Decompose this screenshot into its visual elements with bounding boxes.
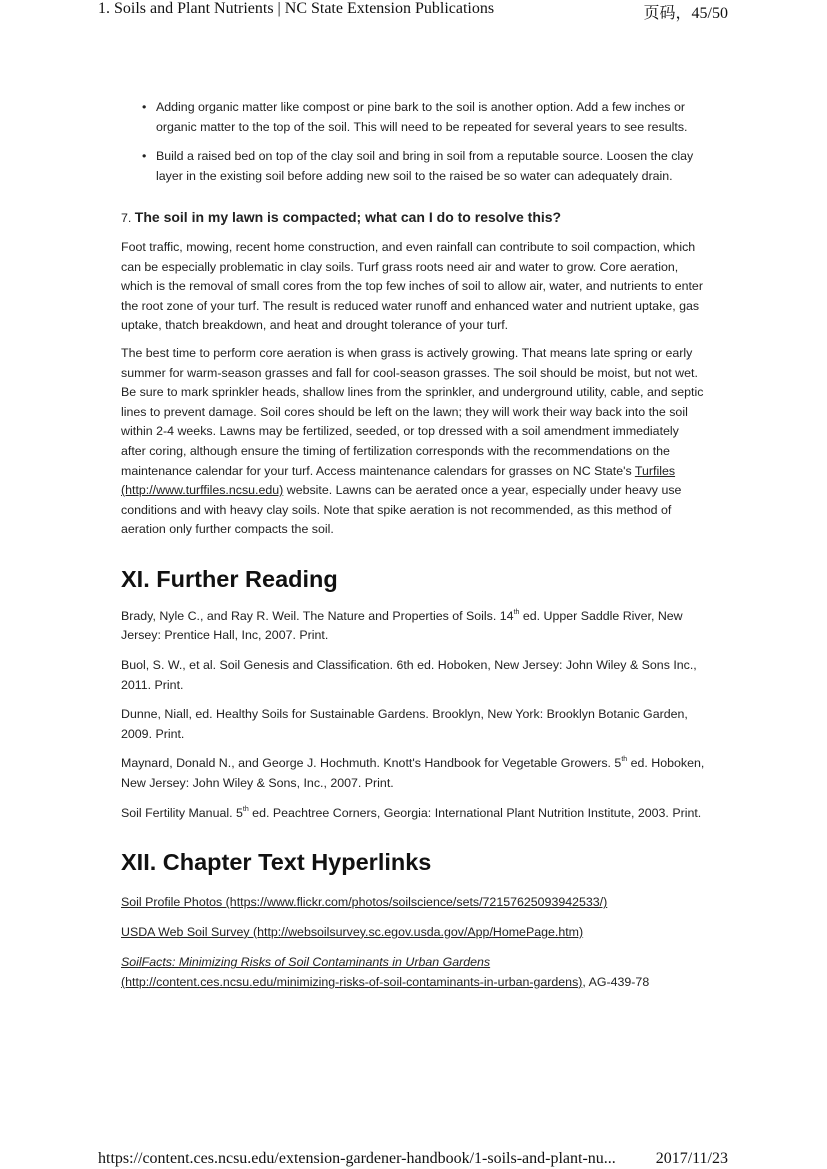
soil-profile-photos-link[interactable]: Soil Profile Photos (https://www.flickr.com/photos/soilscience/sets/72157625093942533/)	[121, 895, 608, 910]
paragraph-compaction: Foot traffic, mowing, recent home construction, and even rainfall can contribute to soil compaction, which can be especially problematic in clay soils. Turf grass roots need air and water to grow. Core aeration, which is the removal of small cores from the top few inches of soil to allow air, water, and nutrients to enter the root zone of your turf. The result is reduced water runoff and enhanced water and nutrient uptake, gas uptake, thatch breakdown, and heat and drought tolerance of your turf.	[121, 239, 703, 333]
header-title: 1. Soils and Plant Nutrients | NC State Extension Publications	[98, 0, 495, 17]
header-page-number: 页码，45/50	[643, 5, 728, 22]
question-number: 7.	[121, 211, 132, 226]
reference-list	[121, 607, 705, 823]
bullet-icon: •	[142, 100, 147, 114]
reference-item: Soil Fertility Manual. 5th ed. Peachtree Corners, Georgia: International Plant Nutrition Institute, 2003. Print.	[121, 805, 702, 820]
print-footer	[0, 1150, 827, 1169]
bullet-list	[121, 98, 705, 186]
print-header	[0, 0, 827, 24]
hyperlink-list	[121, 893, 705, 992]
turffiles-link[interactable]: Turfiles (http://www.turffiles.ncsu.edu)	[121, 463, 676, 498]
reference-item: Buol, S. W., et al. Soil Genesis and Classification. 6th ed. Hoboken, New Jersey: John Wiley & Sons Inc., 2011. Print.	[121, 658, 697, 692]
bullet-icon: •	[142, 149, 147, 164]
section-heading-hyperlinks: XII. Chapter Text Hyperlinks	[121, 849, 432, 876]
reference-item: Dunne, Niall, ed. Healthy Soils for Sustainable Gardens. Brooklyn, New York: Brooklyn Botanic Garden, 2009. Print.	[121, 707, 688, 741]
footer-date: 2017/11/23	[655, 1150, 728, 1167]
footer-url: https://content.ces.ncsu.edu/extension-gardener-handbook/1-soils-and-plant-nu...	[98, 1150, 616, 1167]
reference-item: Brady, Nyle C., and Ray R. Weil. The Nature and Properties of Soils. 14th ed. Upper Saddle River, New Jersey: Prentice Hall, Inc, 2007. Print.	[121, 608, 683, 643]
list-item: • Build a raised bed on top of the clay soil and bring in soil from a reputable source. Loosen the clay layer in the existing soil before adding new soil to the raised be so water can adequately drain.	[142, 149, 694, 183]
question-heading	[121, 208, 705, 229]
soilfacts-link-url[interactable]: (http://content.ces.ncsu.edu/minimizing-risks-of-soil-contaminants-in-urban-gardens)	[121, 975, 583, 989]
paragraph-aeration: The best time to perform core aeration is when grass is actively growing. That means late spring or early summer for warm-season grasses and fall for cool-season grasses. The soil should be moist, but not wet. Be sure to mark sprinkler heads, shallow lines from the sprinkler, and underground utility, cable, and septic lines to prevent damage. Soil cores should be left on the lawn; they will work their way back into the soil within 2-4 weeks. Lawns may be fertilized, seeded, or top dressed with a soil amendment immediately after coring, although ensure the timing of fertilization corresponds with the recommendations on the maintenance calendar for your turf. Access maintenance calendars for grasses on NC State's Turfiles (http://www.turffiles.ncsu.edu) website. Lawns can be aerated once a year, especially under heavy use conditions and with heavy clay soils. Note that spike aeration is not recommended, as this method of aeration only further compacts the soil.	[121, 345, 704, 537]
page-content	[121, 98, 705, 993]
list-item: • Adding organic matter like compost or pine bark to the soil is another option. Add a few inches or organic matter to the top of the soil. This will need to be repeated for several years to see results.	[142, 100, 688, 134]
web-soil-survey-link[interactable]: USDA Web Soil Survey (http://websoilsurvey.sc.egov.usda.gov/App/HomePage.htm)	[121, 924, 584, 939]
soilfacts-link-title[interactable]: SoilFacts: Minimizing Risks of Soil Contaminants in Urban Gardens	[121, 955, 491, 970]
soilfacts-code: , AG-439-78	[582, 975, 650, 989]
question-text: The soil in my lawn is compacted; what can I do to resolve this?	[134, 209, 562, 226]
reference-item: Maynard, Donald N., and George J. Hochmuth. Knott's Handbook for Vegetable Growers. 5th ed. Hoboken, New Jersey: John Wiley & Sons, Inc., 2007. Print.	[121, 756, 705, 791]
section-heading-further-reading: XI. Further Reading	[121, 565, 338, 592]
